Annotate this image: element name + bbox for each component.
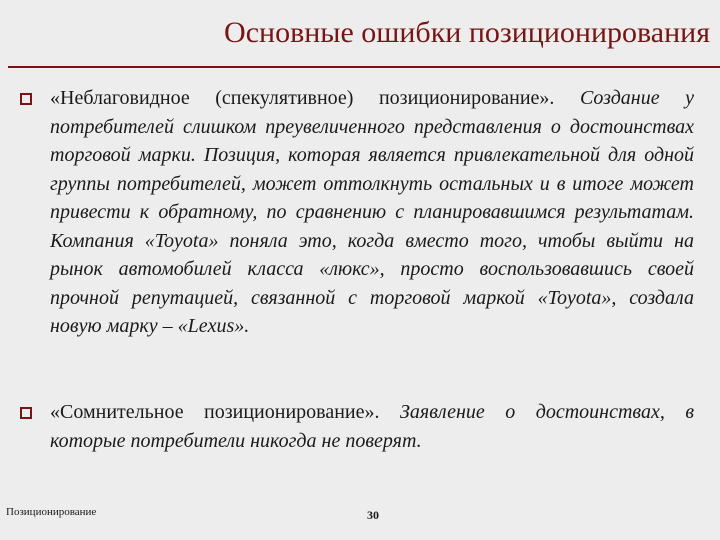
title-divider [8,66,720,68]
bullet-item [20,398,694,455]
bullet-lead: «Неблаговидное (спекулятивное) позиционирование». [50,87,555,109]
bullet-body: Заявление о достоинствах, в которые потребители никогда не поверят. [50,401,694,452]
bullet-text [50,84,694,341]
bullet-item [20,84,694,341]
bullet-text [50,398,694,455]
bullet-body: Создание у потребителей слишком преувеличенного представления о достоинствах торговой марки. Позиция, которая является привлекательной для одной группы потребителей, может оттолкнуть остальных и в итоге может привести к обратному, по сравнению с планировавшимся результатам. Компания «Toyota» поняла это, когда вместо того, чтобы выйти на рынок автомобилей класса «люкс», просто воспользовавшись своей прочной репутацией, связанной с торговой маркой «Toyota», создала новую марку – «Lexus». [50,87,694,337]
footer-label: Позиционирование [6,506,97,518]
square-bullet-icon [20,407,32,419]
bullet-lead: «Сомнительное позиционирование». [50,401,380,423]
square-bullet-icon [20,93,32,105]
slide-title: Основные ошибки позиционирования [224,16,710,49]
page-number: 30 [367,508,379,522]
